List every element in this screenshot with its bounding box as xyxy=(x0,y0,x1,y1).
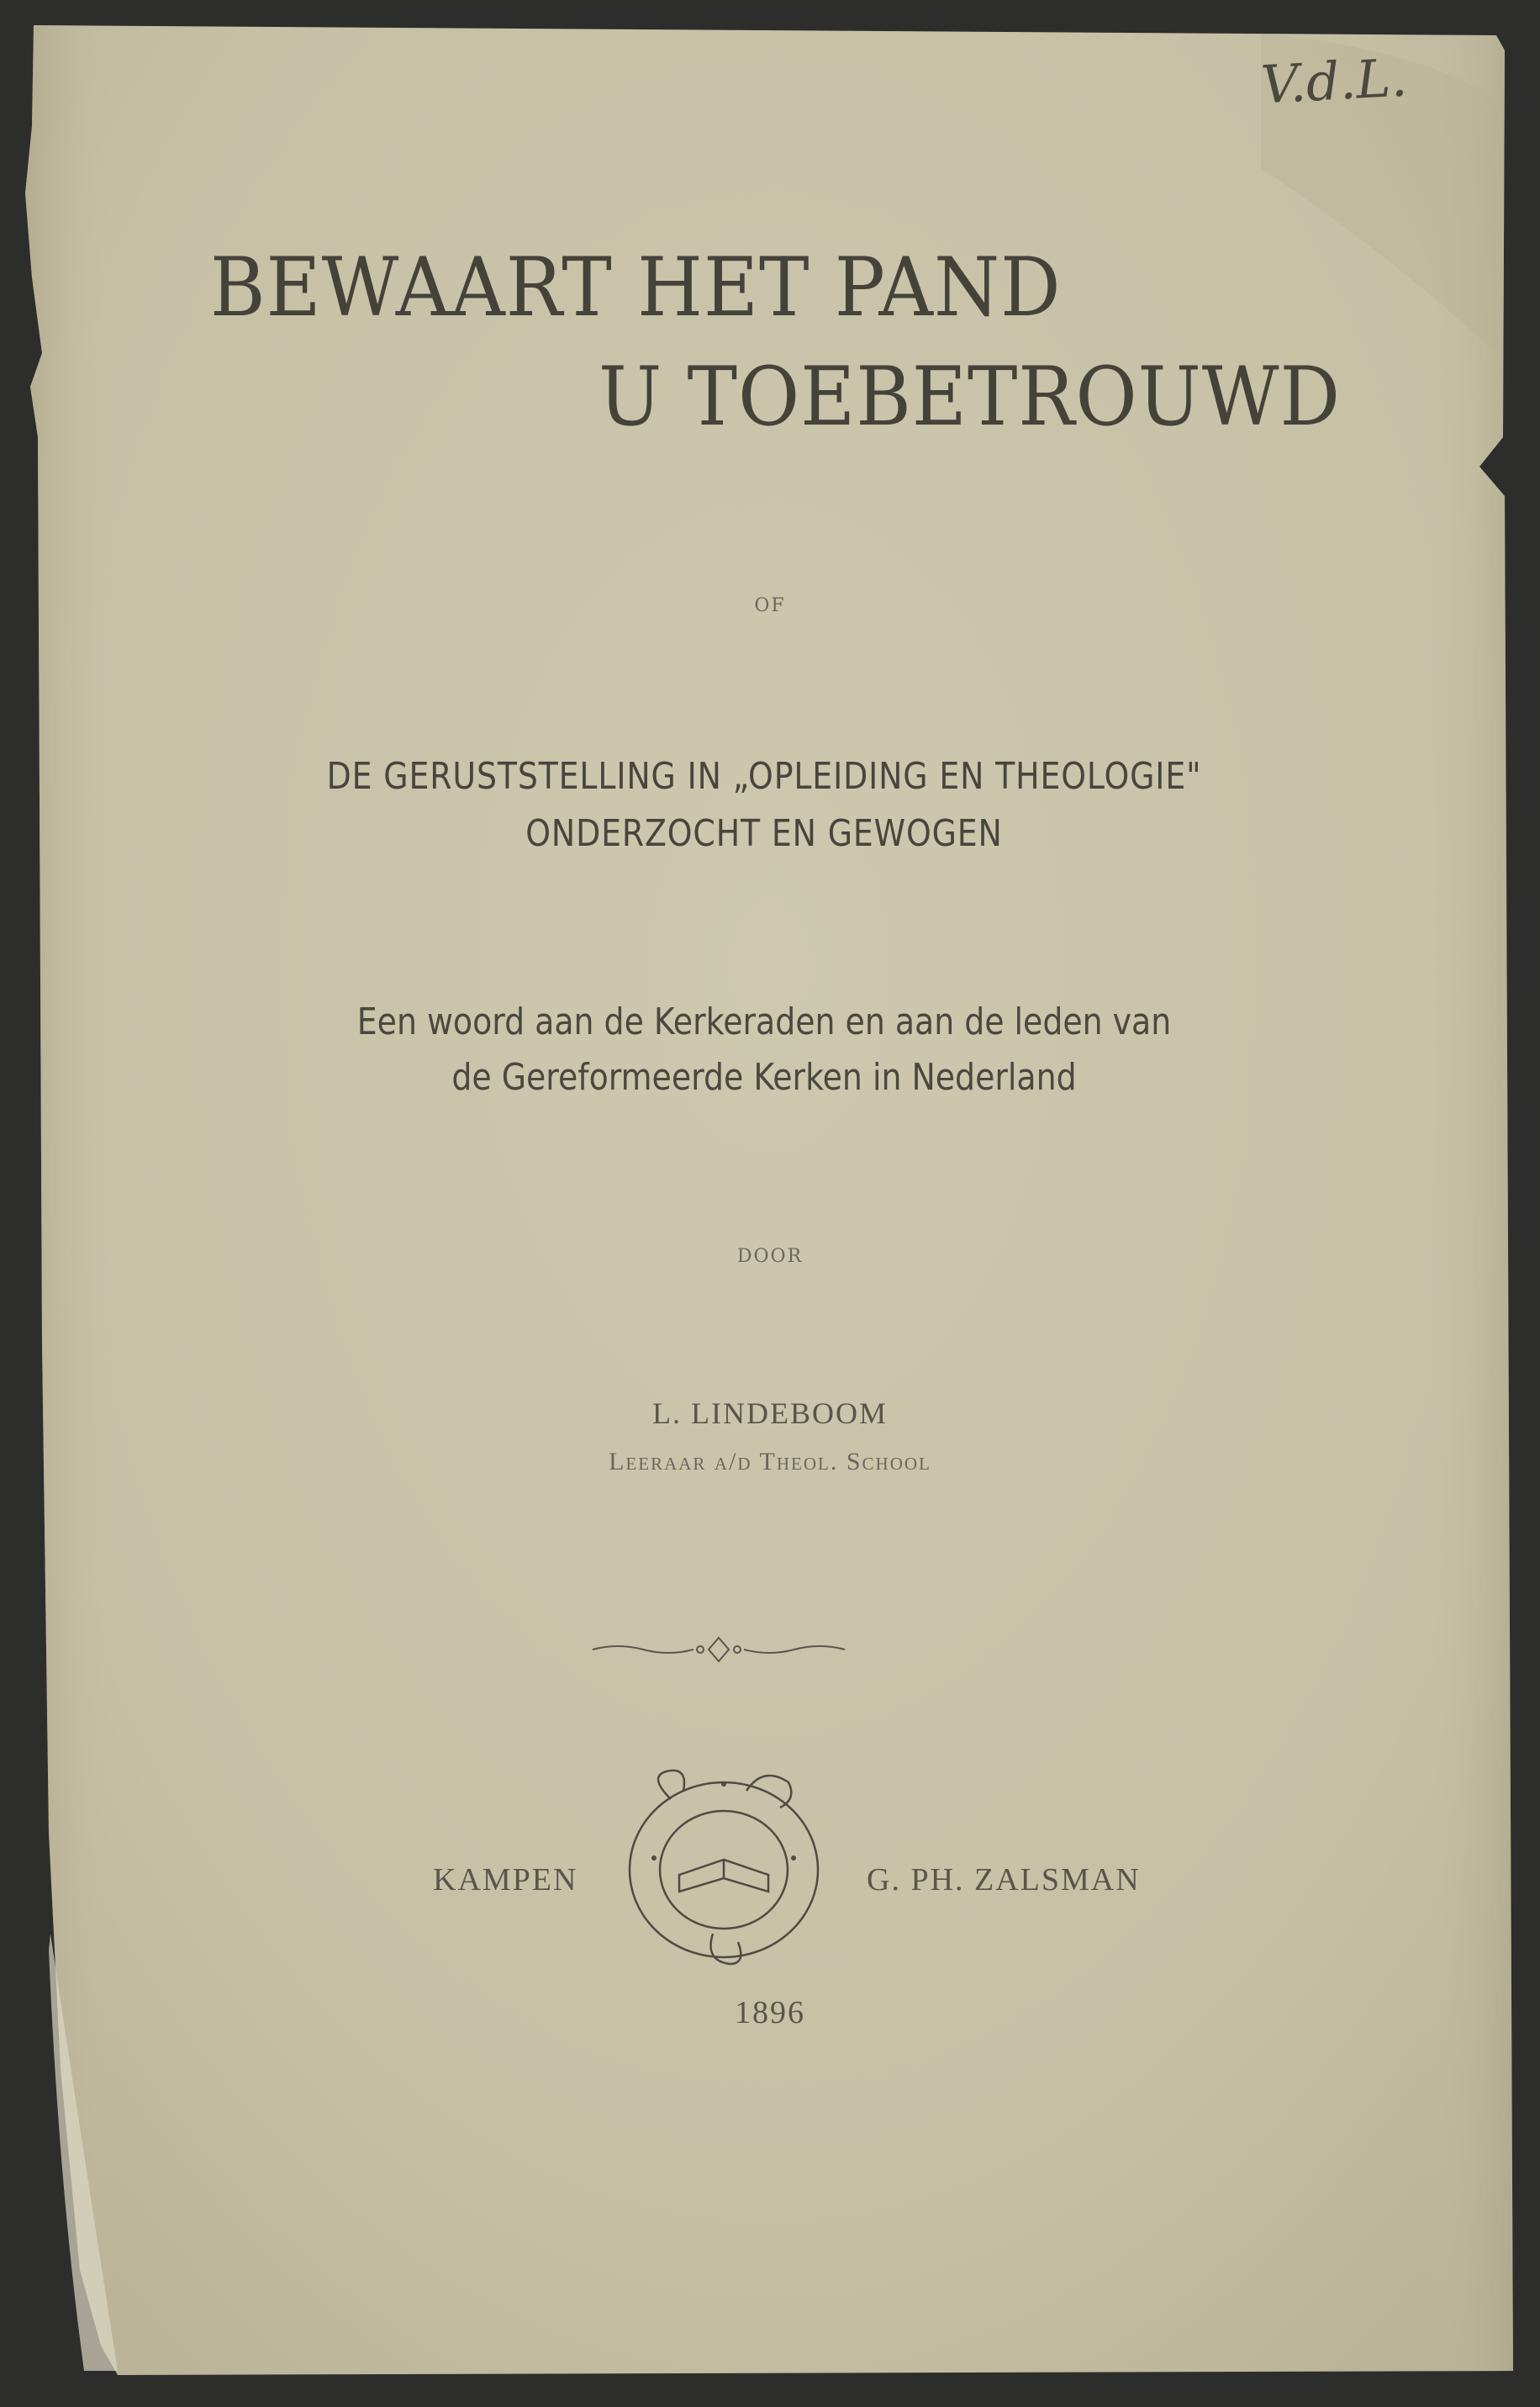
publisher-seal xyxy=(620,1766,827,1967)
description-line-1: Een woord aan de Kerkeraden en aan de leden van xyxy=(356,1000,1172,1043)
title-line-2: U TOEBETROUWD xyxy=(599,350,1341,444)
subtitle-line-1: DE GERUSTSTELLING IN „OPLEIDING EN THEOLOGIE" xyxy=(326,755,1202,798)
ornament-divider xyxy=(584,1631,853,1668)
conjunction-text: OF xyxy=(754,595,786,616)
description-line-2: de Gereformeerde Kerken in Nederland xyxy=(451,1056,1077,1099)
handwritten-initials: V.d.L. xyxy=(1259,46,1409,116)
publication-year: 1896 xyxy=(735,1995,805,2030)
publisher-name: G. PH. ZALSMAN xyxy=(867,1862,1141,1898)
by-text: DOOR xyxy=(736,1246,804,1267)
author-name: L. LINDEBOOM xyxy=(652,1396,888,1430)
subtitle-line-2: ONDERZOCHT EN GEWOGEN xyxy=(525,812,1003,855)
publication-city: KAMPEN xyxy=(433,1862,578,1898)
title-line-1: BEWAART HET PAND xyxy=(210,240,1062,335)
author-role: Leeraar a/d Theol. School xyxy=(609,1448,931,1475)
